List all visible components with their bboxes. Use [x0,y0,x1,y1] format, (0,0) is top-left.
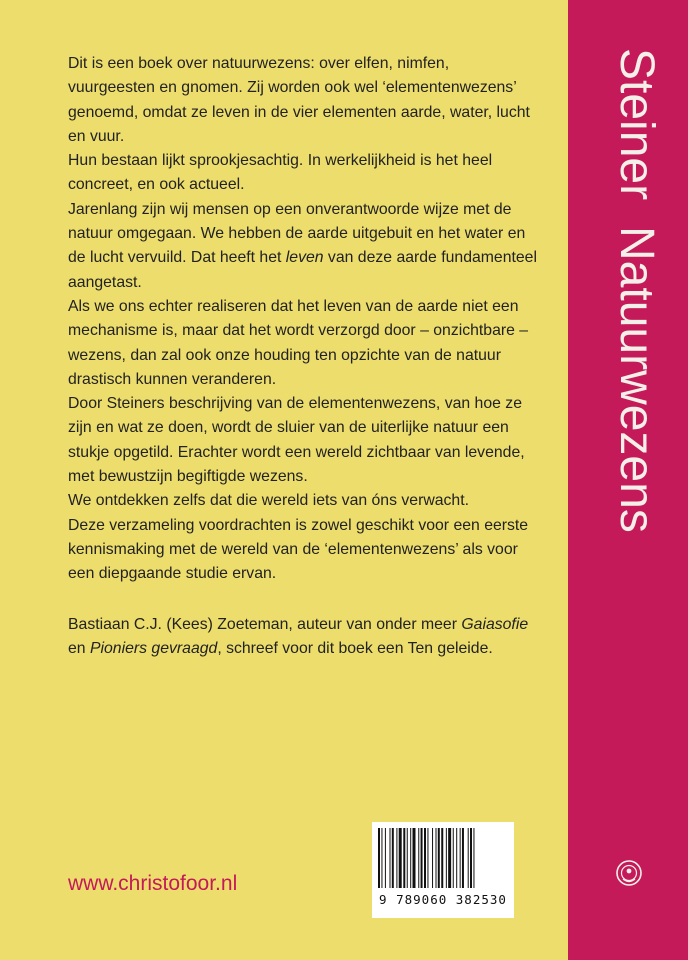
barcode-bars [378,828,508,888]
book-title-pioniers: Pioniers gevraagd [89,639,218,657]
credit-text: Bastiaan C.J. (Kees) Zoeteman, auteur van onder meer [68,615,462,633]
blurb-introduction-credit [68,613,538,662]
book-title-gaiasofie: Gaiasofie [461,615,529,633]
blurb-text: van deze aarde fundamenteel aangetast. [68,249,537,291]
blurb-paragraph-4: Als we ons echter realiseren dat het leven van de aarde niet een mechanisme is, maar dat het wordt verzorgd door – onzichtbare – wezens, dan zal ook onze houding ten opzichte van de natuur drastisch kunnen veranderen. [68,297,529,388]
back-cover-blurb [68,52,538,661]
isbn-number: 9 789060 382530 [379,892,507,907]
blurb-paragraph-6: We ontdekken zelfs dat die wereld iets van óns verwacht. [68,492,469,510]
spine-title [596,48,666,533]
blurb-text: Jarenlang zijn wij mensen op een onverantwoorde wijze met de natuur omgegaan. We hebben de aarde uitgebuit en het water en de lucht vervuild. Dat heeft het [68,200,526,267]
blurb-emphasis: leven [285,249,324,267]
isbn-barcode [372,822,514,918]
publisher-logo-icon [614,858,644,888]
credit-text: , schreef voor dit boek een Ten geleide. [217,639,493,657]
spine-book-title: Natuurwezens [610,226,663,533]
blurb-paragraph-1: Dit is een boek over natuurwezens: over elfen, nimfen, vuurgeesten en gnomen. Zij worden ook wel ‘elementenwezens’ genoemd, omdat ze leven in de vier elementen aarde, water, lucht en vuur. [68,55,530,145]
blurb-paragraph-5: Door Steiners beschrijving van de elementenwezens, van hoe ze zijn en wat ze doen, wordt de sluier van de uiterlijke natuur een stukje opgetild. Erachter wordt een wereld zichtbaar van levende, met bewustzijn begiftigde wezens. [68,395,525,486]
blurb-paragraph-7: Deze verzameling voordrachten is zowel geschikt voor een eerste kennismaking met de wereld van de ‘elementenwezens’ als voor een diepgaande studie ervan. [68,516,529,583]
blurb-paragraph-3 [68,198,538,295]
publisher-url: www.christofoor.nl [68,872,238,895]
paragraph-gap [68,587,538,613]
blurb-paragraph-2: Hun bestaan lijkt sprookjesachtig. In werkelijkheid is het heel concreet, en ook actueel. [68,152,493,194]
credit-text: en [68,639,90,657]
spine-author: Steiner [610,48,663,201]
